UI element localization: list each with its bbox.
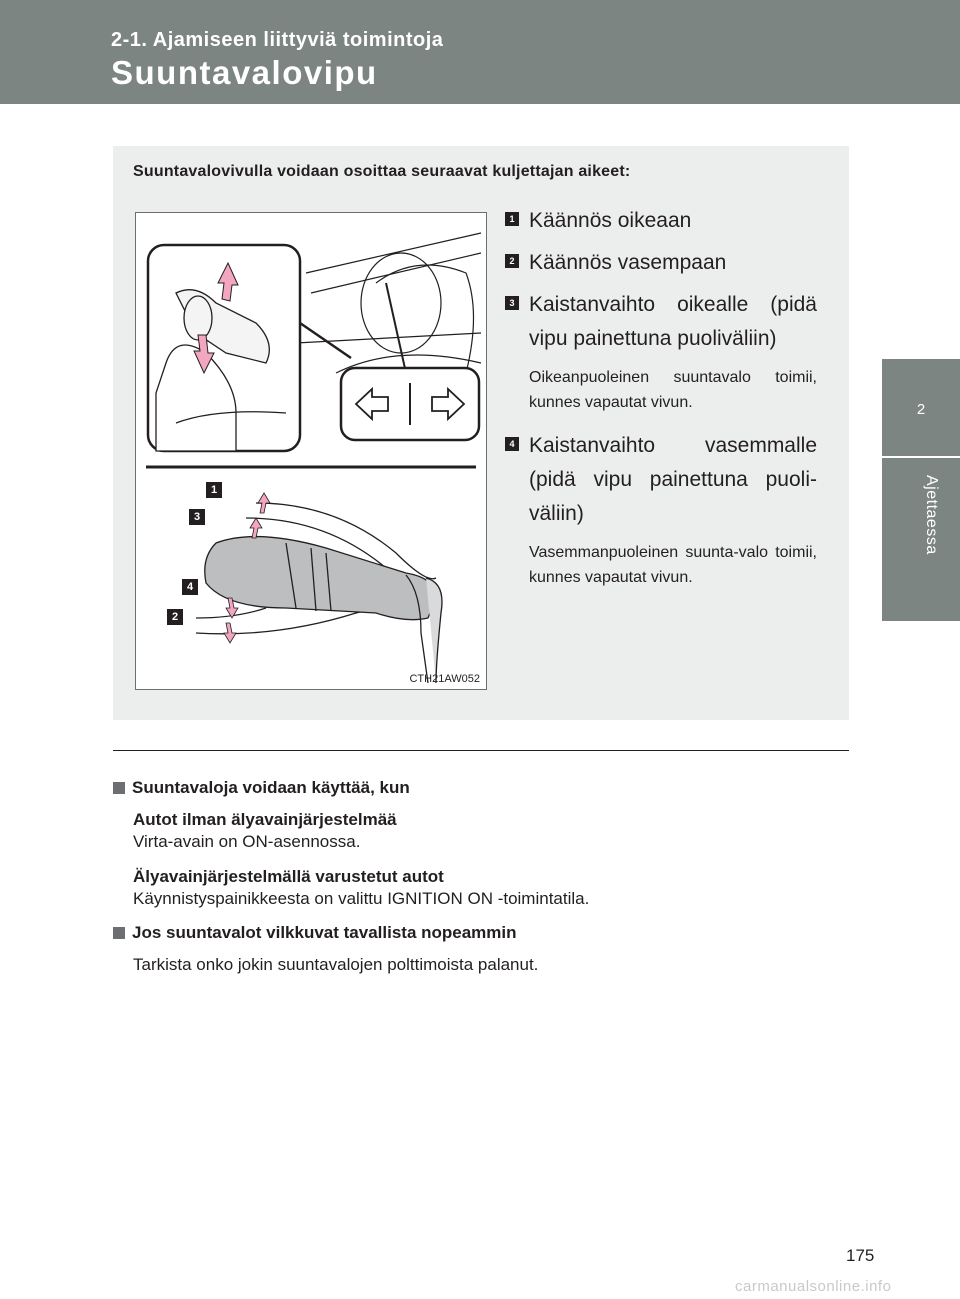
- intent-list: [505, 204, 817, 604]
- chapter-label: Ajettaessa: [923, 475, 940, 555]
- info-intro: Suuntavalovivulla voidaan osoittaa seuraavat kuljettajan aikeet:: [133, 163, 631, 180]
- callout-4: 4: [182, 579, 198, 595]
- page-title: Suuntavalovipu: [111, 54, 378, 91]
- list-item: [505, 246, 817, 280]
- item-number: 3: [505, 296, 519, 310]
- note-sub-text: Tarkista onko jokin suuntavalojen polttimoista palanut.: [133, 955, 539, 974]
- page-header: [0, 0, 960, 104]
- watermark[interactable]: carmanualsonline.info: [735, 1278, 892, 1295]
- section-title: 2-1. Ajamiseen liittyviä toimintoja: [111, 29, 444, 51]
- note-sub-title: Älyavainjärjestelmällä varustetut autot: [133, 867, 444, 886]
- note-sub-text: Virta-avain on ON-asennossa.: [133, 832, 361, 851]
- item-text: Käännös vasempaan: [529, 251, 727, 274]
- note-heading-text: Suuntavaloja voidaan käyttää, kun: [132, 778, 410, 797]
- chapter-number-box: [882, 359, 960, 458]
- square-bullet-icon: [113, 782, 125, 794]
- note-sub: [133, 866, 853, 910]
- list-item: [505, 429, 817, 590]
- list-item: [505, 204, 817, 238]
- square-bullet-icon: [113, 927, 125, 939]
- item-text: Kaistanvaihto oikealle (pidä vipu painettuna puoliväliin): [529, 293, 817, 350]
- item-note: Vasemmanpuoleinen suunta-valo toimii, kunnes vapautat vivun.: [529, 544, 817, 586]
- note-sub-title: Autot ilman älyavainjärjestelmää: [133, 810, 397, 829]
- note-heading: [113, 778, 853, 798]
- note-sub: [133, 809, 853, 853]
- lever-drawing: [136, 213, 486, 689]
- note-sub-text: Käynnistyspainikkeesta on valittu IGNITION ON -toimintatila.: [133, 889, 590, 908]
- info-box: [113, 146, 849, 720]
- callout-1: 1: [206, 482, 222, 498]
- list-item: [505, 288, 817, 415]
- note-heading: [113, 923, 853, 943]
- lever-illustration: [135, 212, 487, 690]
- item-note: Oikeanpuoleinen suuntavalo toimii, kunnes vapautat vivun.: [529, 369, 817, 411]
- notes-section: [113, 778, 853, 989]
- item-number: 4: [505, 437, 519, 451]
- note-heading-text: Jos suuntavalot vilkkuvat tavallista nopeammin: [132, 923, 517, 942]
- callout-3: 3: [189, 509, 205, 525]
- item-text: Käännös oikeaan: [529, 209, 692, 232]
- chapter-number: 2: [916, 401, 926, 418]
- note-sub: [133, 954, 853, 976]
- page-number: 175: [846, 1246, 875, 1265]
- item-text: Kaistanvaihto vasemmalle (pidä vipu painettuna puoli-väliin): [529, 434, 817, 525]
- callout-2: 2: [167, 609, 183, 625]
- item-number: 2: [505, 254, 519, 268]
- item-number: 1: [505, 212, 519, 226]
- figure-code: CTH21AW052: [409, 673, 480, 685]
- section-divider: [113, 750, 849, 751]
